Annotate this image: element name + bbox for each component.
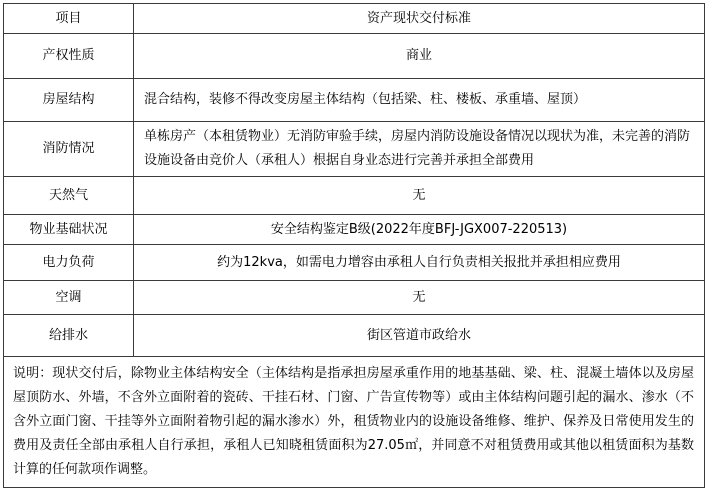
building-structure-label: 房屋结构 <box>4 79 134 122</box>
water-supply-label: 给排水 <box>4 315 134 357</box>
property-rights-label: 产权性质 <box>4 34 134 79</box>
water-supply-value: 街区管道市政给水 <box>134 315 705 357</box>
natural-gas-label: 天然气 <box>4 177 134 215</box>
natural-gas-value: 无 <box>134 177 705 215</box>
fire-safety-value: 单栋房产（本租赁物业）无消防审验手续，房屋内消防设施设备情况以现状为准，未完善的消防设施设备由竞价人（承租人）根据自身业态进行完善并承担全部费用 <box>134 122 705 177</box>
table-row-property-basic-condition <box>4 215 705 245</box>
property-basic-condition-value: 安全结构鉴定B级(2022年度BFJ-JGX007-220513) <box>134 215 705 245</box>
note-text: 说明：现状交付后，除物业主体结构安全（主体结构是指承担房屋承重作用的地基基础、梁、柱、混凝土墙体以及房屋屋顶防水、外墙，不含外立面附着的瓷砖、干挂石材、门窗、广告宣传物等）或由主体结构问题引起的漏水、渗水（不含外立面门窗、干挂等外立面附着物引起的漏水渗水）外，租赁物业内的设施设备维修、维护、保养及日常使用发生的费用及责任全部由承租人自行承担，承租人已知晓租赁面积为27.05㎡，并同意不对租赁费用或其他以租赁面积为基数计算的任何款项作调整。 <box>4 357 705 488</box>
property-basic-condition-label: 物业基础状况 <box>4 215 134 245</box>
property-rights-value: 商业 <box>134 34 705 79</box>
table-row-air-conditioning <box>4 281 705 315</box>
power-load-value: 约为12kva，如需电力增容由承租人自行负责相关报批并承担相应费用 <box>134 245 705 281</box>
air-conditioning-label: 空调 <box>4 281 134 315</box>
table-row-water-supply <box>4 315 705 357</box>
header-item-cell: 项目 <box>4 4 134 34</box>
building-structure-value: 混合结构，装修不得改变房屋主体结构（包括梁、柱、楼板、承重墙、屋顶） <box>134 79 705 122</box>
air-conditioning-value: 无 <box>134 281 705 315</box>
header-standard-cell: 资产现状交付标准 <box>134 4 705 34</box>
table-row-building-structure <box>4 79 705 122</box>
table-row-natural-gas <box>4 177 705 215</box>
table-row-header <box>4 4 705 34</box>
power-load-label: 电力负荷 <box>4 245 134 281</box>
asset-delivery-spec-table <box>3 3 705 488</box>
fire-safety-label: 消防情况 <box>4 122 134 177</box>
table-row-fire-safety <box>4 122 705 177</box>
table-row-power-load <box>4 245 705 281</box>
table-row-property-rights <box>4 34 705 79</box>
table-row-note <box>4 357 705 488</box>
